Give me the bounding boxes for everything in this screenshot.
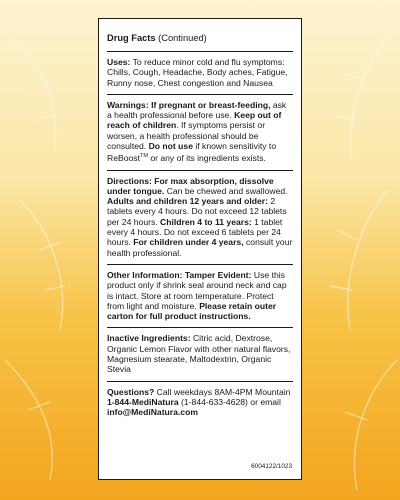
directions-adults-dose: 2 tablets every 4 hours. Do not exceed 12 tablets per 24 hours. xyxy=(107,196,287,227)
uses-section xyxy=(107,52,293,95)
uses-text: To reduce minor cold and flu symptoms: Chills, Cough, Headache, Body aches, Fatigue, Runny nose, Chest congestion and Nausea xyxy=(107,57,288,88)
warnings-persist: . If symptoms persist or worsen, a health professional should be consulted. xyxy=(107,120,266,152)
trademark-mark: TM xyxy=(139,153,148,160)
questions-phone-digits: (1-844-633-4628) or email xyxy=(181,396,281,407)
questions-email: info@MediNatura.com xyxy=(107,407,198,418)
other-info-retain: Please retain outer carton for full product instructions. xyxy=(107,300,277,322)
product-code: 6004122/1023 xyxy=(251,463,292,470)
leaf-decoration-left xyxy=(0,0,100,500)
drug-facts-title xyxy=(107,19,293,52)
other-info-section xyxy=(107,265,293,328)
questions-phone: 1-844-MediNatura xyxy=(107,396,179,407)
directions-under-4: For children under 4 years, xyxy=(133,237,244,248)
directions-consult: consult your health professional. xyxy=(107,237,293,258)
warnings-ingredients: or any of its ingredients exists. xyxy=(150,153,266,164)
warnings-section xyxy=(107,95,293,171)
leaf-decoration-right xyxy=(302,0,400,500)
directions-children-dose: 1 tablet every 4 hours. Do not exceed 6 tablets per 24 hours. xyxy=(107,216,283,248)
inactive-text: Citric acid, Dextrose, Organic Lemon Flavor with other natural flavors, Magnesium stearate, Maltodextrin, Organic Stevia xyxy=(107,333,291,375)
other-info-text: Use this product only if shrink seal around neck and cap is intact. Store at room temperature. Protect from light and moisture. xyxy=(107,269,287,311)
title-main: Drug Facts xyxy=(107,33,156,43)
uses-label: Uses: xyxy=(107,57,131,67)
title-continued: (Continued) xyxy=(158,33,207,43)
questions-hours: Call weekdays 8AM-4PM Mountain xyxy=(156,386,291,397)
directions-header: Directions: For max absorption, dissolve under tongue. xyxy=(107,175,274,196)
directions-chew: Can be chewed and swallowed. xyxy=(166,185,288,196)
questions-label: Questions? xyxy=(107,386,155,397)
warnings-sensitivity: if known sensitivity to ReBoost xyxy=(107,141,277,164)
warnings-do-not-use: Do not use xyxy=(148,141,193,152)
directions-section xyxy=(107,171,293,265)
warnings-label: Warnings: xyxy=(107,99,149,110)
warnings-ask: ask a health professional before use. xyxy=(107,99,287,121)
drug-facts-panel xyxy=(98,18,302,480)
directions-adults: Adults and children 12 years and older: xyxy=(107,196,268,207)
questions-section xyxy=(107,382,293,424)
directions-children: Children 4 to 11 years: xyxy=(160,216,252,227)
other-info-header: Other Information: Tamper Evident: xyxy=(107,269,252,280)
inactive-label: Inactive Ingredients: xyxy=(107,333,191,344)
warnings-pregnant: If pregnant or breast-feeding, xyxy=(151,99,271,110)
inactive-section xyxy=(107,328,293,381)
warnings-keep-out: Keep out of reach of children xyxy=(107,110,282,131)
